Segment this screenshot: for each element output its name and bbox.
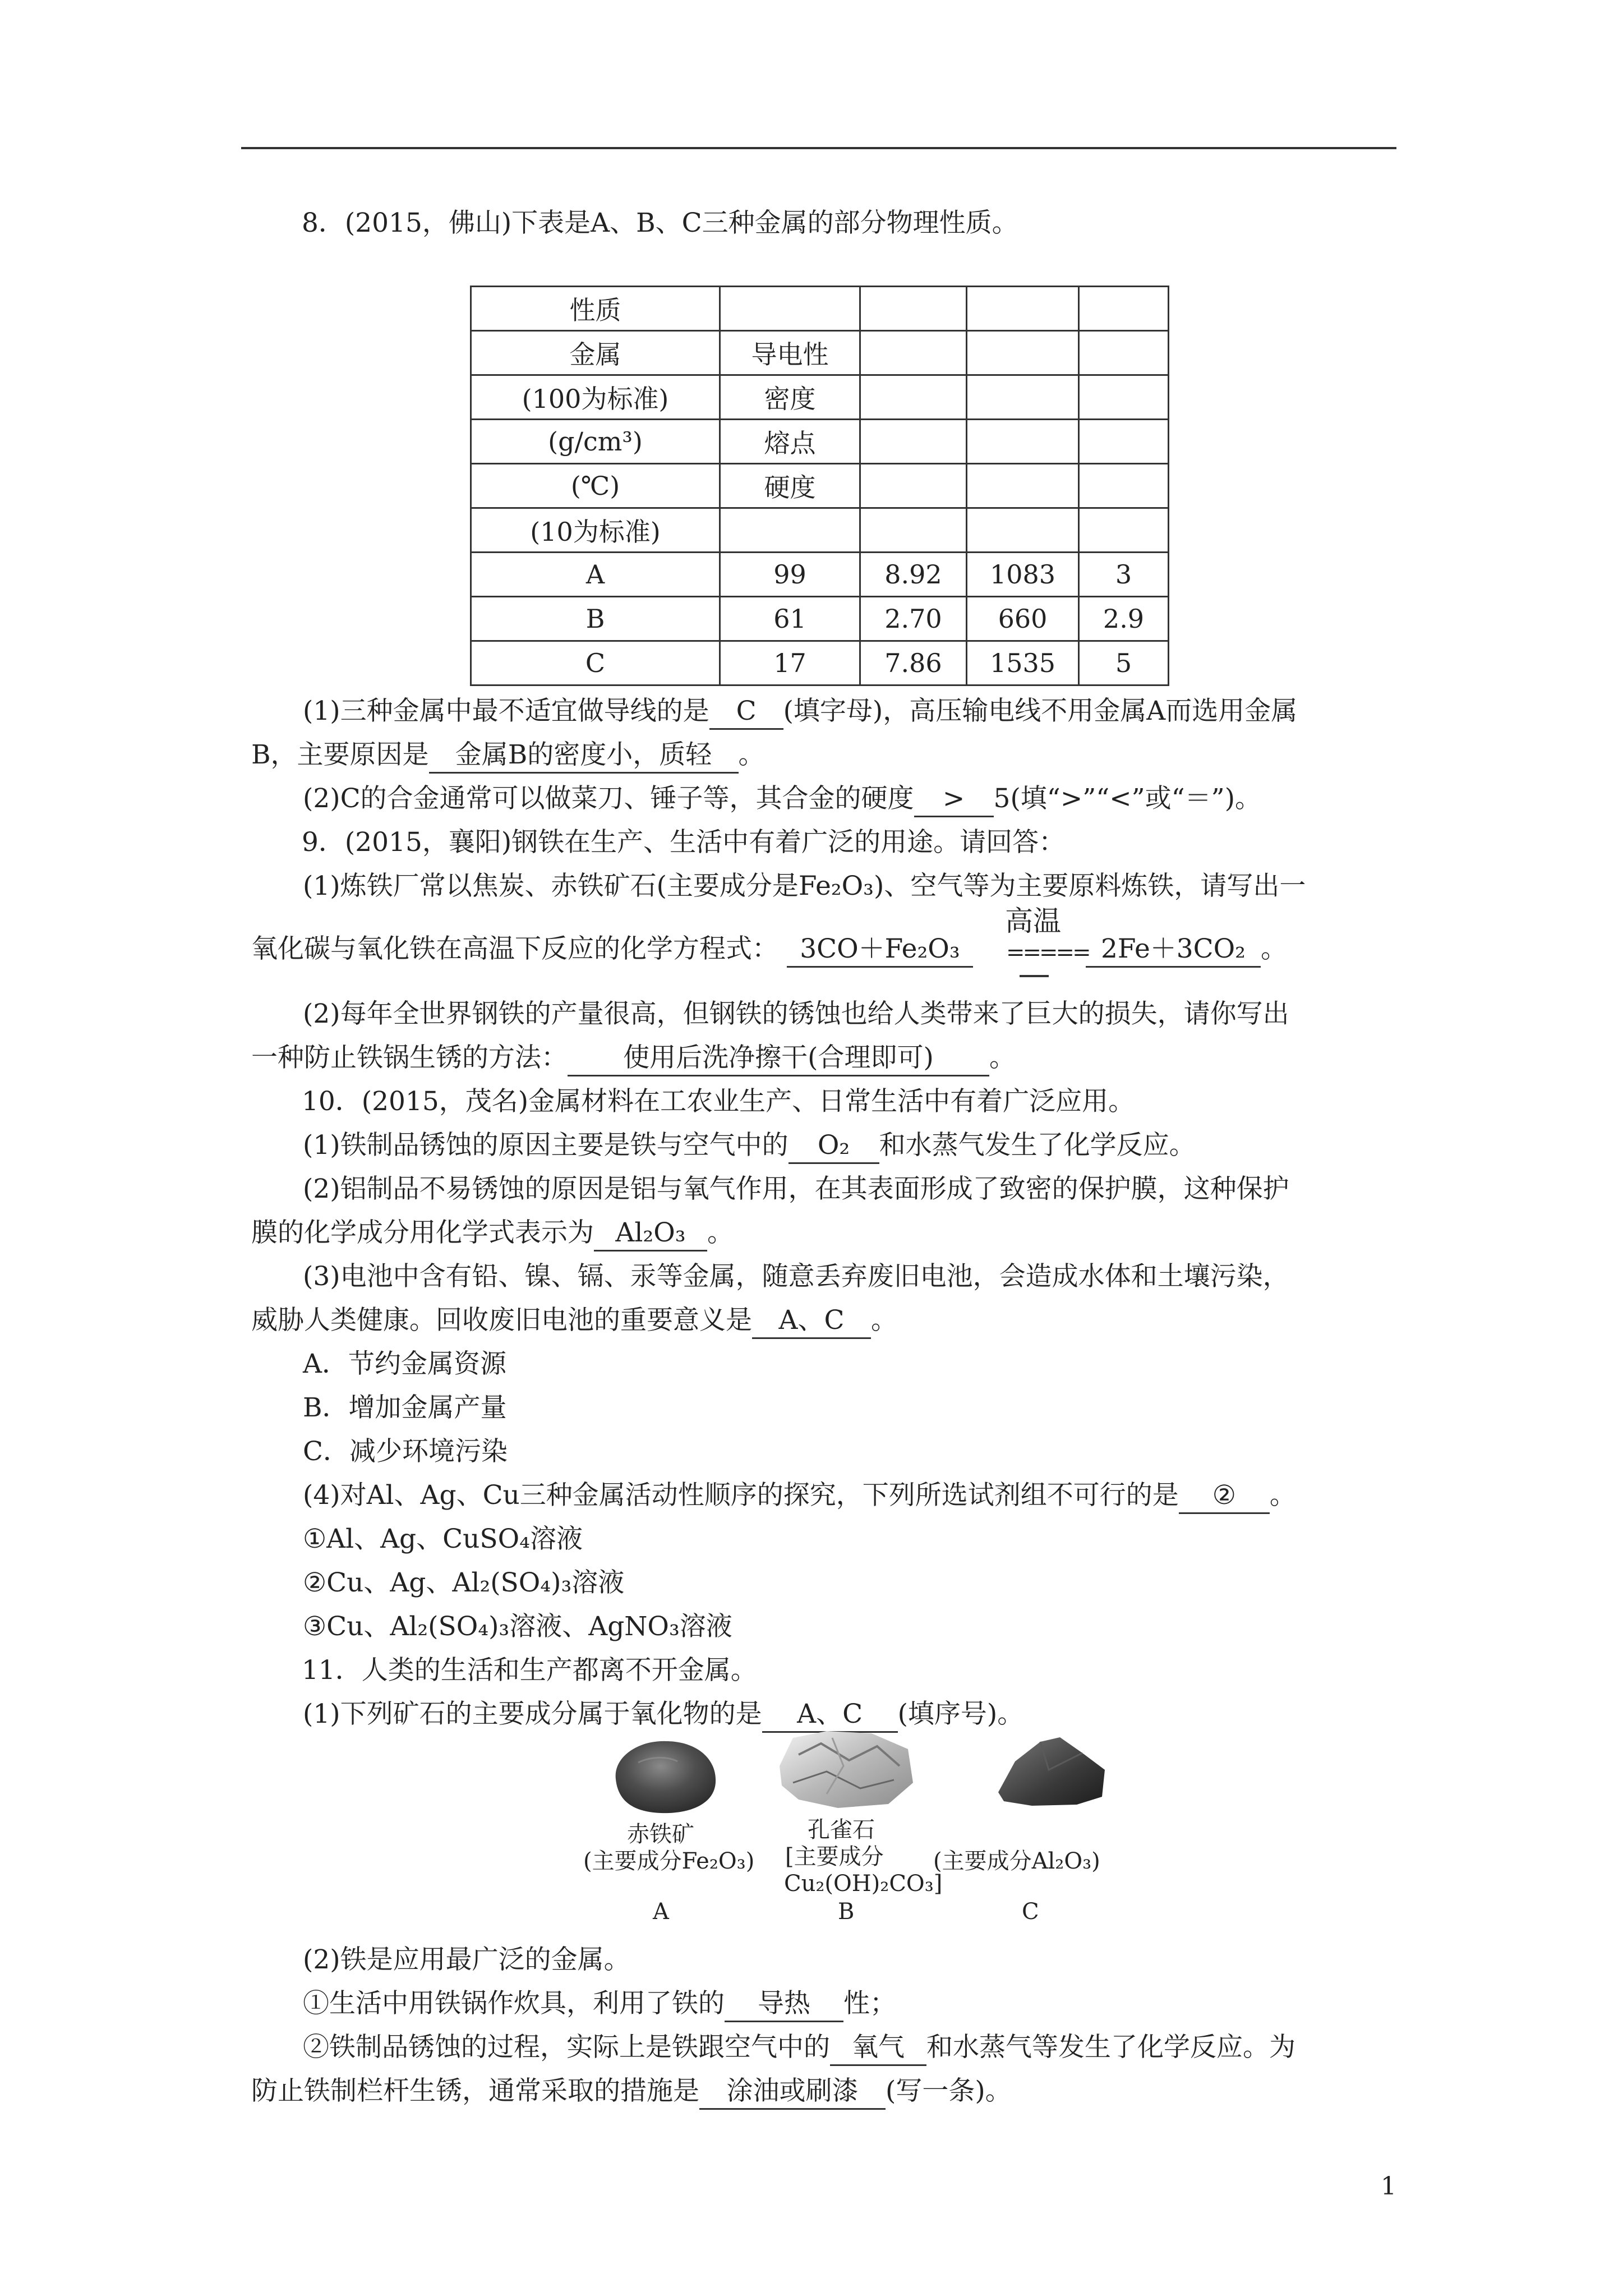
q10-part2-line2 <box>251 1216 734 1251</box>
table-cell <box>860 287 967 331</box>
text: 膜的化学成分用化学式表示为 <box>251 1217 594 1248</box>
table-cell <box>1079 287 1169 331</box>
text: B，主要原因是 <box>251 739 429 770</box>
answer-blank: 使用后洗净擦干(合理即可) <box>568 1041 989 1076</box>
text: 。 <box>989 1042 1016 1073</box>
q8-part1-line2 <box>251 738 765 774</box>
table-cell: 61 <box>720 597 860 641</box>
table-cell: 17 <box>720 641 860 685</box>
table-cell <box>720 287 860 331</box>
table-cell: 5 <box>1079 641 1169 685</box>
text: (2)C的合金通常可以做菜刀、锤子等，其合金的硬度 <box>303 783 914 814</box>
text: 和水蒸气等发生了化学反应。为 <box>926 2032 1295 2063</box>
answer-blank: O₂ <box>789 1129 879 1164</box>
metal-properties-table <box>470 286 1169 686</box>
table-cell: 8.92 <box>860 553 967 597</box>
table-cell <box>1079 331 1169 375</box>
text: (填字母)，高压输电线不用金属A而选用金属 <box>783 696 1298 726</box>
malachite-image <box>776 1727 916 1811</box>
ore-b-composition-line2: Cu₂(OH)₂CO₃] <box>784 1871 943 1897</box>
table-cell: (100为标准) <box>471 375 720 420</box>
table-cell: 2.70 <box>860 597 967 641</box>
table-cell <box>860 331 967 375</box>
table-cell <box>1079 375 1169 420</box>
table-cell <box>967 508 1079 553</box>
answer-blank: 涂油或刷漆 <box>699 2074 886 2110</box>
table-cell: (10为标准) <box>471 508 720 553</box>
ore-a-composition: (主要成分Fe₂O₃) <box>583 1848 755 1874</box>
answer-blank: 氧气 <box>830 2031 926 2066</box>
ore-c-label: C <box>1022 1899 1039 1925</box>
q10-part2-line1: (2)铝制品不易锈蚀的原因是铝与氧气作用，在其表面形成了致密的保护膜，这种保护 <box>303 1174 1289 1204</box>
table-row <box>471 641 1169 685</box>
reaction-condition: 高温 <box>1005 905 1061 937</box>
table-cell: B <box>471 597 720 641</box>
q8-heading: 8．(2015，佛山)下表是A、B、C三种金属的部分物理性质。 <box>302 208 1018 238</box>
answer-blank: > <box>914 782 994 817</box>
q11-heading: 11．人类的生活和生产都离不开金属。 <box>302 1655 757 1686</box>
table-cell <box>1079 464 1169 508</box>
table-cell: 99 <box>720 553 860 597</box>
option-a: A．节约金属资源 <box>303 1349 506 1379</box>
text: 氧化碳与氧化铁在高温下反应的化学方程式： <box>251 933 778 964</box>
text: 。 <box>738 739 765 770</box>
ore-c-composition: (主要成分Al₂O₃) <box>933 1848 1100 1874</box>
table-cell <box>720 508 860 553</box>
choice-1: ①Al、Ag、CuSO₄溶液 <box>303 1524 583 1554</box>
text: 一种防止铁锅生锈的方法： <box>251 1042 568 1073</box>
table-cell: (℃) <box>471 464 720 508</box>
equation-underline <box>1020 975 1049 977</box>
answer-blank: 导热 <box>725 1987 843 2022</box>
answer-blank: Al₂O₃ <box>594 1216 707 1251</box>
table-cell <box>1079 508 1169 553</box>
q10-part3-line1: (3)电池中含有铅、镍、镉、汞等金属，随意丢弃废旧电池，会造成水体和土壤污染， <box>303 1261 1289 1292</box>
page-number: 1 <box>1381 2172 1396 2201</box>
q9-part1-right <box>1086 932 1287 968</box>
table-cell: 1535 <box>967 641 1079 685</box>
choice-2: ②Cu、Ag、Al₂(SO₄)₃溶液 <box>303 1567 625 1598</box>
option-c: C．减少环境污染 <box>303 1436 508 1467</box>
q10-part4 <box>303 1479 1296 1514</box>
answer-blank: C <box>709 694 783 730</box>
text: 。 <box>871 1305 897 1336</box>
table-cell: 硬度 <box>720 464 860 508</box>
answer-blank: A、C <box>752 1304 871 1339</box>
q11-sub1 <box>303 1987 896 2022</box>
table-cell: 1083 <box>967 553 1079 597</box>
choice-3: ③Cu、Al₂(SO₄)₃溶液、AgNO₃溶液 <box>303 1611 732 1642</box>
q11-sub2-line2 <box>251 2074 1012 2110</box>
table-cell <box>967 420 1079 464</box>
table-cell <box>967 464 1079 508</box>
table-cell: 性质 <box>471 287 720 331</box>
ore-b-label: B <box>838 1899 855 1925</box>
table-cell: 金属 <box>471 331 720 375</box>
q8-part2 <box>303 782 1261 817</box>
text: 。 <box>707 1217 734 1248</box>
table-row <box>471 287 1169 331</box>
table-cell: 密度 <box>720 375 860 420</box>
table-cell <box>967 331 1079 375</box>
text: (1)下列矿石的主要成分属于氧化物的是 <box>303 1699 762 1729</box>
q10-part3-line2 <box>251 1304 897 1339</box>
table-cell: (g/cm³) <box>471 420 720 464</box>
table-cell <box>860 464 967 508</box>
equation-sign: ===== <box>1006 940 1089 965</box>
hematite-image <box>605 1734 722 1819</box>
table-cell: 660 <box>967 597 1079 641</box>
table-row <box>471 375 1169 420</box>
table-cell: 7.86 <box>860 641 967 685</box>
q9-part1-line2 <box>251 932 973 968</box>
table-row <box>471 553 1169 597</box>
text: (填序号)。 <box>897 1699 1024 1729</box>
bauxite-image <box>993 1731 1110 1809</box>
table-cell: 3 <box>1079 553 1169 597</box>
table-cell <box>860 508 967 553</box>
table-cell: C <box>471 641 720 685</box>
ore-b-name: 孔雀石 <box>808 1817 875 1843</box>
table-row <box>471 597 1169 641</box>
ore-a-name: 赤铁矿 <box>627 1821 694 1847</box>
table-cell: 导电性 <box>720 331 860 375</box>
table-cell <box>967 375 1079 420</box>
text: (4)对Al、Ag、Cu三种金属活动性顺序的探究，下列所选试剂组不可行的是 <box>303 1480 1179 1511</box>
table-row <box>471 420 1169 464</box>
text: 5(填“>”“<”或“＝”)。 <box>993 783 1262 814</box>
text: 。 <box>1269 1480 1296 1511</box>
table-row <box>471 464 1169 508</box>
table-cell <box>860 420 967 464</box>
text: 性； <box>843 1988 896 2019</box>
answer-blank: A、C <box>762 1697 898 1733</box>
ore-a-label: A <box>653 1899 669 1925</box>
answer-blank: 金属B的密度小，质轻 <box>429 738 739 774</box>
text: (1)三种金属中最不适宜做导线的是 <box>303 696 709 726</box>
table-cell <box>1079 420 1169 464</box>
ore-b-composition-line1: [主要成分 <box>785 1844 884 1870</box>
table-row <box>471 331 1169 375</box>
header-rule <box>241 147 1396 149</box>
answer-blank: ② <box>1179 1479 1270 1514</box>
q8-part1-line1 <box>303 694 1297 730</box>
option-b: B．增加金属产量 <box>303 1392 507 1423</box>
q10-part1 <box>303 1129 1196 1164</box>
table-cell <box>860 375 967 420</box>
text: (写一条)。 <box>886 2076 1012 2106</box>
table-cell: A <box>471 553 720 597</box>
q10-heading: 10．(2015，茂名)金属材料在工农业生产、日常生活中有着广泛应用。 <box>302 1086 1135 1117</box>
text: (1)铁制品锈蚀的原因主要是铁与空气中的 <box>303 1130 789 1161</box>
table-cell <box>967 287 1079 331</box>
text: 防止铁制栏杆生锈，通常采取的措施是 <box>251 2076 699 2106</box>
text: 威胁人类健康。回收废旧电池的重要意义是 <box>251 1305 752 1336</box>
table-cell: 2.9 <box>1079 597 1169 641</box>
equation-right: 2Fe＋3CO₂ <box>1086 932 1261 968</box>
table-cell: 熔点 <box>720 420 860 464</box>
equation-left: 3CO＋Fe₂O₃ <box>787 932 973 968</box>
q11-sub2 <box>303 2031 1295 2066</box>
q9-heading: 9．(2015，襄阳)钢铁在生产、生活中有着广泛的用途。请回答： <box>302 827 1066 858</box>
q9-part1-line1: (1)炼铁厂常以焦炭、赤铁矿石(主要成分是Fe₂O₃)、空气等为主要原料炼铁，请写出一 <box>303 871 1306 901</box>
text: ②铁制品锈蚀的过程，实际上是铁跟空气中的 <box>303 2032 830 2063</box>
text: ①生活中用铁锅作炊具，利用了铁的 <box>303 1988 725 2019</box>
text: 。 <box>1261 933 1287 964</box>
q9-part2-line2 <box>251 1041 1016 1076</box>
table-row <box>471 508 1169 553</box>
text: 和水蒸气发生了化学反应。 <box>879 1130 1196 1161</box>
q9-part2-line1: (2)每年全世界钢铁的产量很高，但钢铁的锈蚀也给人类带来了巨大的损失，请你写出 <box>303 999 1289 1029</box>
q11-part2: (2)铁是应用最广泛的金属。 <box>303 1944 630 1975</box>
